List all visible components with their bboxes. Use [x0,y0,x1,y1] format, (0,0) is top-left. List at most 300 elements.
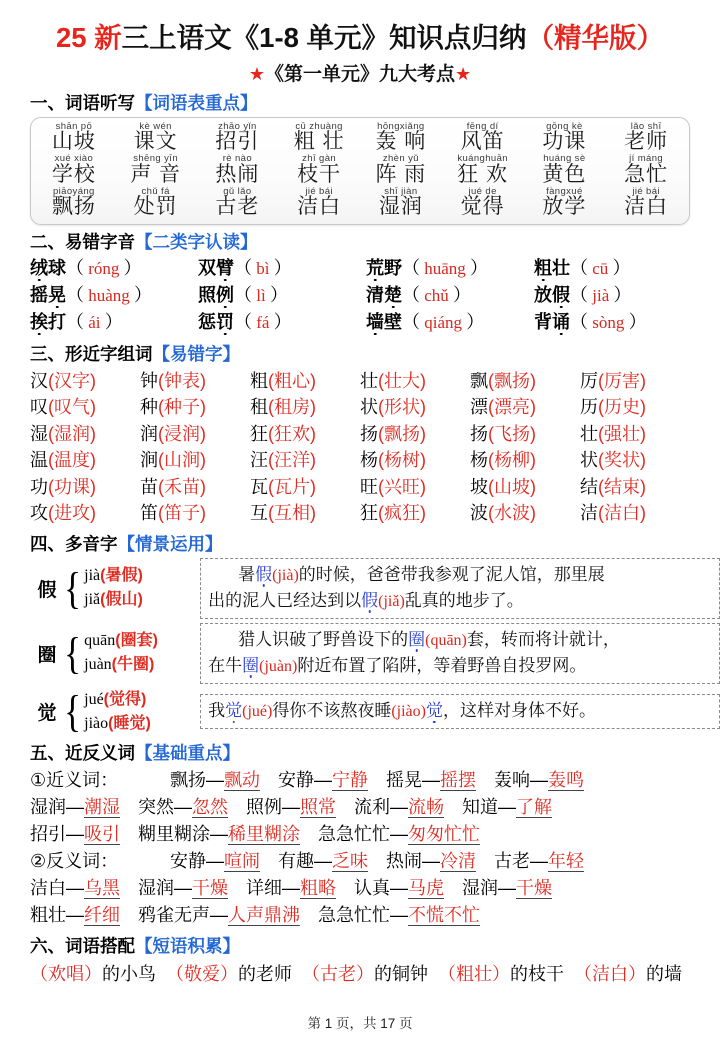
sentence-char: 就 [568,629,586,649]
base-character: 粗 [250,371,268,392]
pair-answer: 乌黑 [84,877,120,898]
page-title [0,22,720,54]
synonym-antonym-list [30,767,720,929]
sentence-char: 网 [552,655,570,675]
sentence-char: 好 [561,701,579,721]
formed-word: (杨柳) [488,450,536,471]
collocation-item [438,964,564,984]
vocab-cell [278,122,360,155]
base-character: 攻 [30,503,48,524]
exercise-word [30,258,66,278]
similar-char-item [470,500,580,526]
reading-pinyin: jiǎ [84,591,101,609]
similar-char-item [140,368,250,394]
section-6-tag: 【短语积累】 [135,935,240,956]
sentence-char: 步 [472,590,490,610]
title-block [0,22,720,86]
section-5-title: 五、近反义词 [30,742,135,763]
similar-char-row [30,447,720,473]
similar-char-item [580,447,690,473]
pinyin-label: jué de [468,185,497,197]
formed-word: (飞扬) [488,423,536,444]
sentence-char: 野 [323,629,341,649]
pair-answer: 喧闹 [224,850,260,871]
pair-answer: 年轻 [548,850,584,871]
sentence-char: 牛 [225,655,243,675]
pair-source: 急急忙忙— [318,823,408,844]
formed-word: (种子) [158,397,206,418]
sentence-char: 的 [225,590,243,610]
similar-char-item [360,421,470,447]
formed-word: (疯狂) [378,503,426,524]
formed-word: (汉字) [48,371,96,392]
collocation-modifier: （敬爱） [166,963,238,984]
sentence-char: 观 [451,564,469,584]
exercise-word [30,285,66,305]
bracket-close: ） [123,258,142,279]
sentence-char: 近 [314,655,332,675]
vocab-cell [360,187,442,220]
pair-answer: 宁静 [332,769,368,790]
word-pair [318,902,480,929]
pinyin-answer: jià [588,286,614,306]
vocab-row [33,122,687,155]
bracket-close: ） [273,312,292,333]
sentence-char: 出 [208,590,226,610]
similar-char-row [30,368,720,394]
pair-source: 飘扬— [170,769,224,790]
pinyin-label: gǔ lǎo [223,185,252,197]
sentence-char: 泥 [242,590,260,610]
brace-icon: { [64,628,82,678]
word-pair [170,767,260,794]
bracket-close: ） [269,285,288,306]
bracket-open: （ [66,312,84,333]
pinyin-label: gōng kè [546,120,583,132]
vocab-cell [33,122,115,155]
section-2-title: 二、易错字音 [30,232,135,253]
example-sentence-box [200,558,720,619]
base-character: 杨 [360,450,378,471]
sentence-char: ， [602,629,620,649]
sentence-char: 破 [289,629,307,649]
pair-answer: 冷清 [440,850,476,871]
sentence-char: 经 [293,590,311,610]
hanzi-word: 课文 [133,130,178,154]
pair-source: 照例— [246,796,300,817]
exercise-word [534,312,570,332]
emphasis-dot-char: 罚 [216,312,234,333]
pair-source: 认真— [354,877,408,898]
hanzi-word: 热闹 [215,162,260,186]
word-char: 清 [366,285,384,306]
base-character: 状 [580,450,598,471]
similar-char-item [30,447,140,473]
pinyin-answer: cū [588,259,613,279]
pinyin-label: zhèn yǔ [382,153,419,165]
pinyin-label: piāoyáng [52,185,95,197]
sentence-char: 我 [417,564,435,584]
inline-pinyin: (jiào) [391,703,426,721]
example-sentence-box [200,694,720,729]
exercise-word [366,285,402,305]
pinyin-exercise-item [198,256,366,283]
hanzi-word: 轰 响 [375,130,427,154]
pinyin-exercise-item [366,283,534,310]
formed-word: (形状) [378,397,426,418]
polyphonic-character: 假 [37,579,57,601]
sentence-char: 体 [527,701,545,721]
pair-answer: 吸引 [84,823,120,844]
formed-word: (飘扬) [378,423,426,444]
similar-char-item [580,474,690,500]
pinyin-label: shān pō [55,120,93,132]
pinyin-answer: róng [84,259,124,279]
hanzi-word: 处罚 [133,195,178,219]
pair-source: 安静— [170,850,224,871]
sentence-char: 识 [272,629,290,649]
word-pair [30,902,120,929]
pinyin-answer: huàng [84,286,135,306]
emphasis-dot-char: 假 [552,285,570,306]
formed-word: (杨树) [378,450,426,471]
sentence-char: 阱 [399,655,417,675]
sentence-char: 转 [500,629,518,649]
pinyin-exercise-item [30,310,198,337]
word-char: 背 [534,312,552,333]
word-pair [278,767,368,794]
pair-source: 知道— [462,796,516,817]
sentence-char: 野 [467,655,485,675]
bracket-open: （ [234,285,252,306]
similar-char-item [360,394,470,420]
emphasis-dot-char: 楚 [384,285,402,306]
pair-source: 急急忙忙— [318,904,408,925]
reading-list [84,629,196,677]
pair-source: 湿润— [138,877,192,898]
pinyin-exercise-item [30,283,198,310]
sentence-char: 的 [438,590,456,610]
reading-pinyin: jià [84,567,101,585]
similar-char-item [580,500,690,526]
vocab-cell [605,122,687,155]
formed-word: (兴旺) [378,476,426,497]
sentence-char: 人 [502,564,520,584]
sentence-char: 。 [569,655,587,675]
exercise-word [30,312,66,332]
pinyin-label: hōngxiǎng [377,120,425,132]
pinyin-exercise-item [198,283,366,310]
sentence-char: 地 [455,590,473,610]
pair-source: 鸦雀无声— [138,904,228,925]
section-3-title: 三、形近字组词 [30,344,153,365]
pair-answer: 流畅 [408,796,444,817]
sentence-char: 兽 [484,655,502,675]
pinyin-label: jí máng [629,153,664,165]
pair-source: 糊里糊涂— [138,823,228,844]
bracket-open: （ [402,312,420,333]
sentence-char: 而 [517,629,535,649]
sentence-char: 睡 [374,701,392,721]
bracket-open: （ [570,258,588,279]
sentence-char: 夜 [357,701,375,721]
section-6-title: 六、词语搭配 [30,935,135,956]
hanzi-word: 急忙 [624,162,669,186]
star-icon-left: ★ [248,63,265,84]
word-char: 球 [48,258,66,279]
word-char: 照 [198,285,216,306]
bracket-open: （ [66,258,84,279]
pair-source: 招引— [30,823,84,844]
sentence-char: 你 [289,701,307,721]
star-icon-right: ★ [455,63,472,84]
pinyin-answer: ái [84,313,105,333]
base-character: 钟 [140,371,158,392]
word-pair [354,875,444,902]
example-sentence-line [208,653,712,679]
sentence-char: 计 [551,629,569,649]
synonym-row [30,821,720,848]
reading-word: (牛圈) [111,656,155,674]
emphasis-dot-char: 诵 [552,312,570,333]
polyphonic-entry [34,558,720,619]
vocab-cell [360,122,442,155]
pinyin-exercise-row [30,256,720,283]
polyphonic-entry [34,623,720,684]
hanzi-word: 放学 [542,195,587,219]
similar-char-item [30,368,140,394]
vocab-cell [605,154,687,187]
pair-source: 湿润— [30,796,84,817]
pair-source: 热闹— [386,850,440,871]
sentence-char: 了 [468,564,486,584]
base-character: 洁 [580,503,598,524]
collocation-modifier: （欢唱） [30,963,102,984]
pair-source: 湿润— [462,877,516,898]
pinyin-answer: fá [252,313,274,333]
sentence-char: 对 [493,701,511,721]
polyphonic-character: 觉 [37,703,57,725]
base-character: 汉 [30,371,48,392]
formed-word: (厉害) [598,371,646,392]
collocation-modifier: （洁白） [574,963,646,984]
formed-word: (功课) [48,476,96,497]
formed-word: (进攻) [48,503,96,524]
base-character: 坡 [470,476,488,497]
vocab-cell [197,122,279,155]
base-character: 狂 [360,503,378,524]
vocab-cell [33,154,115,187]
example-sentence-line [208,627,712,653]
inline-pinyin: (jué) [242,703,273,721]
pinyin-exercise-item [534,283,702,310]
similar-char-item [250,421,360,447]
formed-word: (瓦片) [268,476,316,497]
sentence-char: 兽 [340,629,358,649]
formed-word: (粗心) [268,371,316,392]
vocabulary-table [30,117,690,226]
sentence-char: ， [416,655,434,675]
bracket-close: ） [273,258,292,279]
base-character: 飘 [470,371,488,392]
similar-char-item [470,368,580,394]
word-pair [462,875,552,902]
document-page [0,22,720,1046]
sentence-char: ， [536,564,554,584]
base-character: 结 [580,476,598,497]
section-3-tag: 【易错字】 [152,344,240,365]
sentence-char: 候 [332,564,350,584]
pair-answer: 忽然 [192,796,228,817]
section-4-tag: 【情景运用】 [117,533,223,554]
sentence-char: 这 [459,701,477,721]
reading-pinyin: juàn [84,656,112,674]
title-num-text: 25 [55,22,87,53]
similar-char-item [250,500,360,526]
pair-source: 洁白— [30,877,84,898]
hanzi-word: 枝干 [297,162,342,186]
word-pair [138,902,300,929]
example-sentence-line [208,698,712,724]
base-character: 苗 [140,476,158,497]
pair-source: 有趣— [278,850,332,871]
vocab-cell [524,154,606,187]
pinyin-exercise-list [30,256,720,337]
base-character: 种 [140,397,158,418]
sentence-char: 达 [310,590,328,610]
pinyin-answer: sòng [588,313,629,333]
vocab-cell [197,187,279,220]
sentence-char: 自 [501,655,519,675]
base-character: 湿 [30,423,48,444]
formed-word: (漂亮) [488,397,536,418]
vocab-cell [197,154,279,187]
pinyin-label: shēng yīn [133,153,179,165]
emphasis-dot-char: 臂 [216,258,234,279]
word-pair [246,875,336,902]
word-pair [494,848,584,875]
similar-char-item [30,500,140,526]
pinyin-label: shī jiàn [384,185,418,197]
pinyin-label: rè nào [222,153,253,165]
bracket-close: ） [466,312,485,333]
similar-char-item [360,474,470,500]
similar-char-item [140,394,250,420]
vocab-cell [605,187,687,220]
emphasis-dot-char: 绒 [30,258,48,279]
sentence-char: 熬 [340,701,358,721]
pair-answer: 乏味 [332,850,368,871]
bracket-close: ） [104,312,123,333]
base-character: 扬 [360,423,378,444]
pinyin-label: jié bái [632,185,660,197]
reading-pinyin: jué [84,690,104,708]
hanzi-word: 古老 [215,195,260,219]
formed-word: (租房) [268,397,316,418]
sentence-char: 着 [450,655,468,675]
similar-char-row [30,500,720,526]
word-char: 双 [198,258,216,279]
section-heading-4 [30,531,720,556]
formed-word: (狂欢) [268,423,316,444]
sentence-char: 样 [476,701,494,721]
exercise-word [198,285,234,305]
title-red-head: 新 [94,22,122,53]
word-char: 放 [534,285,552,306]
similar-char-item [30,394,140,420]
bracket-open: （ [402,258,420,279]
title-black: 三上语文《1-8 单元》知识点归纳 [121,22,527,53]
collocation-list [30,960,720,986]
inline-pinyin: (quān) [425,631,467,649]
target-character: 假 [255,564,273,584]
exercise-word [534,285,570,305]
exercise-word [198,258,234,278]
formed-word: (汪洋) [268,450,316,471]
pair-answer: 轰鸣 [548,769,584,790]
sentence-char: 的 [391,629,409,649]
collocation-item [302,964,428,984]
formed-word: (水波) [488,503,536,524]
sentence-char: 附 [297,655,315,675]
section-2-tag: 【二类字认读】 [135,232,258,253]
bracket-open: （ [234,258,252,279]
pinyin-label: lǎo shī [630,120,662,132]
pinyin-label: xué xiào [54,153,94,165]
section-heading-5 [30,740,720,765]
polyphonic-character-list [34,558,720,736]
formed-word: (浸润) [158,423,206,444]
similar-char-item [360,500,470,526]
pinyin-label: kè wén [139,120,172,132]
emphasis-dot-char: 挨 [30,312,48,333]
pinyin-exercise-row [30,310,720,337]
emphasis-dot-char: 墙 [366,312,384,333]
sentence-char: 将 [534,629,552,649]
pair-source: 摇晃— [386,769,440,790]
pinyin-label: zhī gàn [302,153,337,165]
pair-answer: 不慌不忙 [408,904,480,925]
word-pair [30,821,120,848]
pinyin-label: chǔ fá [141,185,170,197]
word-pair [30,794,120,821]
bracket-close: ） [134,285,153,306]
collocation-item [574,964,682,984]
sentence-char: 暑 [238,564,256,584]
pair-answer: 干燥 [516,877,552,898]
word-char: 惩 [198,312,216,333]
word-pair [246,794,336,821]
similar-char-item [250,474,360,500]
reading-item [84,629,196,653]
section-heading-2 [30,229,720,254]
pinyin-answer: huāng [420,259,471,279]
formed-word: (山涧) [158,450,206,471]
collocation-noun: 的小鸟 [102,963,156,984]
collocation-modifier: （粗壮） [438,963,510,984]
word-pair [386,848,476,875]
pair-source: 突然— [138,796,192,817]
pair-source: 流利— [354,796,408,817]
section-5-tag: 【基础重点】 [135,742,240,763]
sentence-char: 投 [518,655,536,675]
formed-word: (笛子) [158,503,206,524]
section-heading-1 [30,90,720,115]
bracket-close: ） [628,312,647,333]
vocab-row [33,154,687,187]
formed-word: (强壮) [598,423,646,444]
target-character: 圈 [242,655,260,675]
